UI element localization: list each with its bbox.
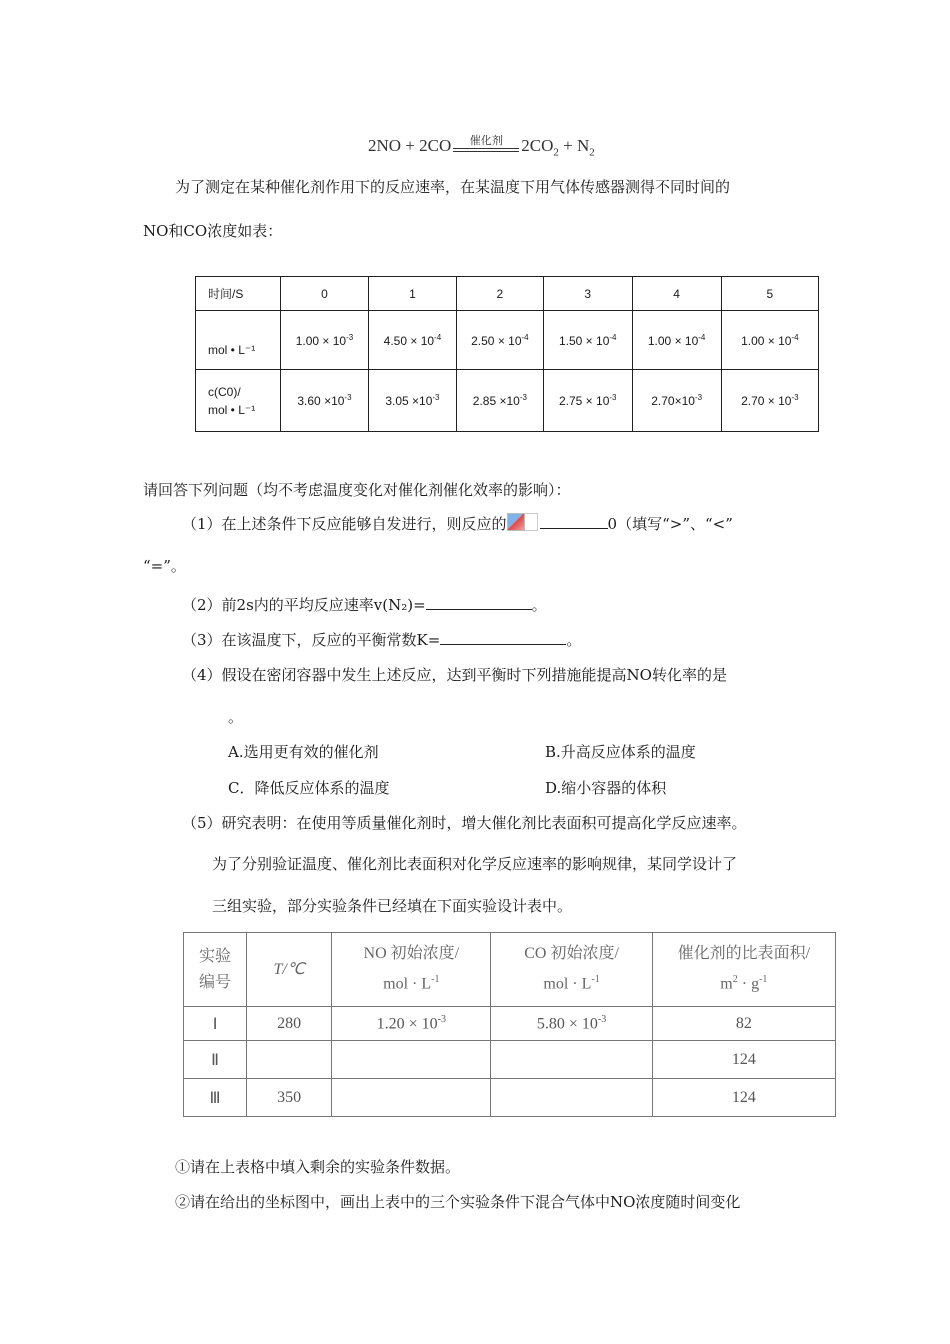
table-cell: 124 bbox=[652, 1041, 835, 1079]
option-d: D.缩小容器的体积 bbox=[545, 779, 667, 797]
questions-intro: 请回答下列问题（均不考虑温度变化对催化剂催化效率的影响）： bbox=[143, 481, 571, 499]
table-row bbox=[184, 1079, 836, 1117]
table-cell: $5.80 \times 10^{-3}$ bbox=[491, 1007, 652, 1041]
table-cell: $1.00 \times 10^{-4}$ bbox=[721, 311, 818, 370]
sub-question-1: ①请在上表格中填入剩余的实验条件数据。 bbox=[175, 1158, 461, 1176]
table-cell[interactable] bbox=[332, 1079, 491, 1117]
table-row-no bbox=[196, 311, 819, 370]
header-cell-id: 实验 编号 bbox=[184, 933, 247, 1007]
question-4-end: 。 bbox=[228, 708, 244, 726]
sub-question-2: ②请在给出的坐标图中，画出上表中的三个实验条件下混合气体中NO浓度随时间变化 bbox=[175, 1193, 741, 1211]
header-cell: 5 bbox=[721, 277, 818, 311]
table-cell: Ⅱ bbox=[184, 1041, 247, 1079]
header-cell: 时间/S bbox=[196, 277, 281, 311]
table-cell: 280 bbox=[247, 1007, 332, 1041]
question-3: （3）在该温度下，反应的平衡常数K= 。 bbox=[182, 631, 582, 649]
header-cell: 2 bbox=[456, 277, 543, 311]
answer-blank-3[interactable] bbox=[440, 630, 566, 645]
table-cell: $2.70\times 10^{-3}$ bbox=[632, 370, 721, 432]
table-cell[interactable] bbox=[491, 1079, 652, 1117]
intro-line-1: 为了测定在某种催化剂作用下的反应速率，在某温度下用气体传感器测得不同时间的 bbox=[175, 178, 731, 196]
option-b: B.升高反应体系的温度 bbox=[545, 743, 696, 761]
equation-reactants: 2NO + 2CO bbox=[368, 136, 452, 155]
concentration-table bbox=[195, 276, 819, 432]
row-label: mol • L⁻¹ bbox=[196, 311, 281, 370]
table-cell: $3.60 \times 10^{-3}$ bbox=[280, 370, 368, 432]
table-cell: $1.50 \times 10^{-4}$ bbox=[543, 311, 632, 370]
table-cell[interactable] bbox=[491, 1041, 652, 1079]
option-c: C．降低反应体系的温度 bbox=[228, 779, 390, 797]
header-cell: 1 bbox=[368, 277, 456, 311]
table-header-row bbox=[184, 933, 836, 1007]
question-1: （1）在上述条件下反应能够自发进行，则反应的 0（填写“>”、“<” bbox=[182, 515, 733, 533]
experiment-design-table bbox=[183, 932, 836, 1117]
question-1-continued: “=”。 bbox=[143, 557, 186, 575]
table-cell: $3.05 \times 10^{-3}$ bbox=[368, 370, 456, 432]
question-5-line-1: （5）研究表明：在使用等质量催化剂时，增大催化剂比表面积可提高化学反应速率。 bbox=[182, 814, 747, 832]
question-5-line-2: 为了分别验证温度、催化剂比表面积对化学反应速率的影响规律，某同学设计了 bbox=[212, 855, 738, 873]
table-cell: 82 bbox=[652, 1007, 835, 1041]
header-cell-area: 催化剂的比表面积/ $m^2 \cdot g^{-1}$ bbox=[652, 933, 835, 1007]
question-4: （4）假设在密闭容器中发生上述反应，达到平衡时下列措施能提高NO转化率的是 bbox=[182, 666, 727, 684]
header-cell-temp: T/℃ bbox=[247, 933, 332, 1007]
table-cell[interactable] bbox=[332, 1041, 491, 1079]
table-row-co bbox=[196, 370, 819, 432]
header-cell: 3 bbox=[543, 277, 632, 311]
option-a: A.选用更有效的催化剂 bbox=[228, 743, 379, 761]
table-cell: 124 bbox=[652, 1079, 835, 1117]
table-cell: $2.70 \times 10^{-3}$ bbox=[721, 370, 818, 432]
header-cell: 0 bbox=[280, 277, 368, 311]
table-cell: Ⅲ bbox=[184, 1079, 247, 1117]
table-header-row bbox=[196, 277, 819, 311]
table-cell: $1.00 \times 10^{-3}$ bbox=[280, 311, 368, 370]
table-row bbox=[184, 1041, 836, 1079]
table-cell: $1.00 \times 10^{-4}$ bbox=[632, 311, 721, 370]
equation-catalyst: 催化剂 bbox=[469, 135, 503, 148]
row-label: c(C0)/ mol • L⁻¹ bbox=[196, 370, 281, 432]
equation-arrow bbox=[453, 135, 519, 158]
equation-product-co2: 2CO bbox=[521, 136, 554, 155]
table-cell: 350 bbox=[247, 1079, 332, 1117]
table-cell[interactable] bbox=[247, 1041, 332, 1079]
answer-blank-1[interactable] bbox=[540, 514, 608, 529]
table-cell: $2.75 \times 10^{-3}$ bbox=[543, 370, 632, 432]
answer-blank-2[interactable] bbox=[426, 595, 532, 610]
intro-line-2: NO和CO浓度如表： bbox=[143, 222, 283, 240]
table-cell: $2.85 \times 10^{-3}$ bbox=[456, 370, 543, 432]
question-5-line-3: 三组实验，部分实验条件已经填在下面实验设计表中。 bbox=[212, 897, 573, 915]
table-cell: Ⅰ bbox=[184, 1007, 247, 1041]
table-cell: $2.50 \times 10^{-4}$ bbox=[456, 311, 543, 370]
table-row bbox=[184, 1007, 836, 1041]
reaction-equation: 2NO + 2CO 催化剂 $2CO_2 + N_2$ bbox=[368, 136, 595, 158]
table-cell: $4.50 \times 10^{-4}$ bbox=[368, 311, 456, 370]
broken-image-icon bbox=[507, 513, 525, 531]
header-cell: 4 bbox=[632, 277, 721, 311]
header-cell-no: NO 初始浓度/ mol · $L^{-1}$ bbox=[332, 933, 491, 1007]
table-cell: $1.20 \times 10^{-3}$ bbox=[332, 1007, 491, 1041]
equation-product-n2: + N bbox=[558, 136, 590, 155]
question-2: （2）前2s内的平均反应速率v(N₂)= 。 bbox=[182, 596, 547, 614]
header-cell-co: CO 初始浓度/ mol · $L^{-1}$ bbox=[491, 933, 652, 1007]
